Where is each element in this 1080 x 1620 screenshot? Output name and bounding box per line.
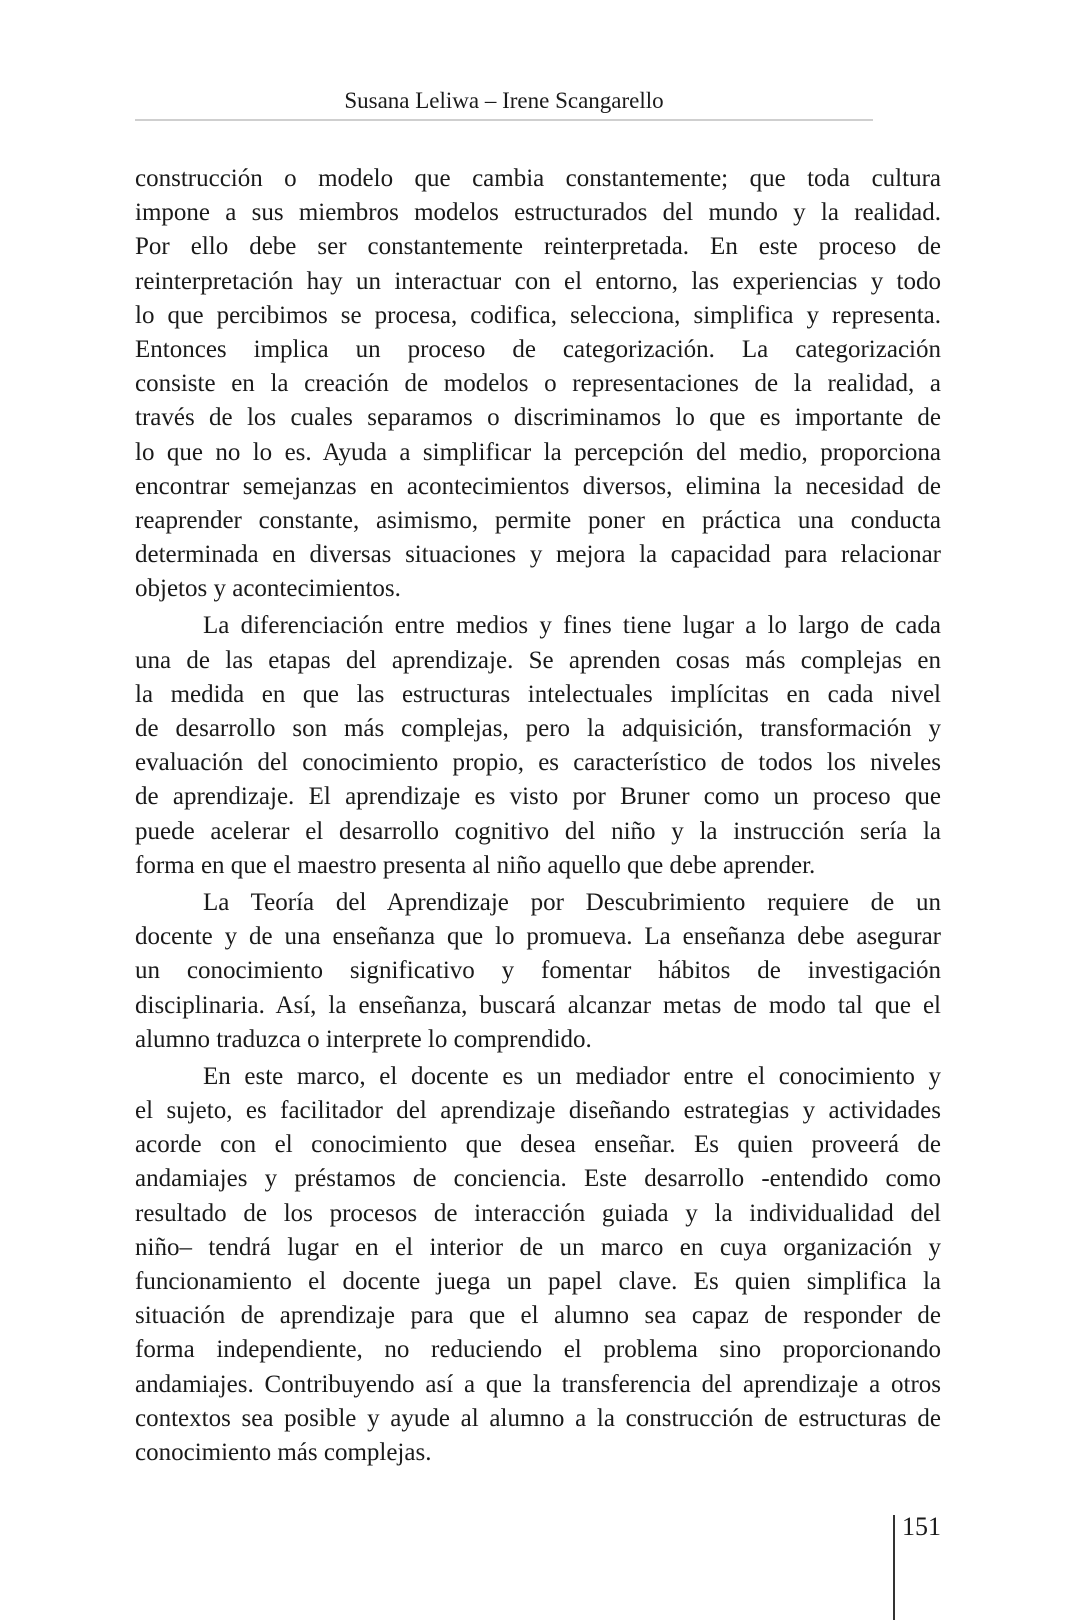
text-line: situación de aprendizaje para que el alumno sea capaz de responder de xyxy=(135,1302,941,1330)
text-line: Entonces implica un proceso de categorización. La categorización xyxy=(135,335,941,363)
text-line: determinada en diversas situaciones y mejora la capacidad para relacionar xyxy=(135,541,941,569)
text-line: de aprendizaje. El aprendizaje es visto por Bruner como un proceso que xyxy=(135,783,941,811)
text-line: consiste en la creación de modelos o representaciones de la realidad, a xyxy=(135,370,941,398)
text-line: la medida en que las estructuras intelectuales implícitas en cada nivel xyxy=(135,680,941,708)
text-line: un conocimiento significativo y fomentar hábitos de investigación xyxy=(135,957,941,985)
text-line: docente y de una enseñanza que lo promueva. La enseñanza debe asegurar xyxy=(135,923,941,951)
text-line: disciplinaria. Así, la enseñanza, buscará alcanzar metas de modo tal que el xyxy=(135,991,941,1019)
paragraph xyxy=(135,886,941,1057)
text-line: reaprender constante, asimismo, permite poner en práctica una conducta xyxy=(135,506,941,534)
text-line: funcionamiento el docente juega un papel clave. Es quien simplifica la xyxy=(135,1268,941,1295)
text-line: evaluación del conocimiento propio, es característico de todos los niveles xyxy=(135,749,941,777)
text-line: de desarrollo son más complejas, pero la adquisición, transformación y xyxy=(135,715,941,742)
paragraph xyxy=(135,1060,941,1470)
text-line: La Teoría del Aprendizaje por Descubrimiento requiere de un xyxy=(203,888,941,916)
text-line: andamiajes. Contribuyendo así a que la transferencia del aprendizaje a otros xyxy=(135,1370,941,1398)
page-number: 151 xyxy=(902,1512,941,1541)
text-line: resultado de los procesos de interacción guiada y la individualidad del xyxy=(135,1199,941,1227)
text-line: andamiajes y préstamos de conciencia. Este desarrollo -entendido como xyxy=(135,1165,941,1193)
text-line: impone a sus miembros modelos estructurados del mundo y la realidad. xyxy=(135,199,941,227)
text-line: alumno traduzca o interprete lo comprendido. xyxy=(135,1025,592,1053)
text-line: construcción o modelo que cambia constantemente; que toda cultura xyxy=(135,165,941,192)
text-line: través de los cuales separamos o discriminamos lo que es importante de xyxy=(135,404,941,432)
paragraph xyxy=(135,162,941,606)
text-line: lo que no lo es. Ayuda a simplificar la percepción del medio, proporciona xyxy=(135,438,941,466)
text-line: lo que percibimos se procesa, codifica, selecciona, simplifica y representa. xyxy=(135,301,941,329)
text-line: forma en que el maestro presenta al niño aquello que debe aprender. xyxy=(135,851,816,879)
text-line: reinterpretación hay un interactuar con el entorno, las experiencias y todo xyxy=(135,267,941,295)
running-header: Susana Leliwa – Irene Scangarello xyxy=(344,88,664,113)
text-line: conocimiento más complejas. xyxy=(135,1438,432,1466)
text-line: objetos y acontecimientos. xyxy=(135,575,401,603)
text-line: puede acelerar el desarrollo cognitivo del niño y la instrucción sería la xyxy=(135,817,941,845)
paragraph xyxy=(135,609,941,883)
text-line: contextos sea posible y ayude al alumno a la construcción de estructuras de xyxy=(135,1404,941,1432)
text-line: encontrar semejanzas en acontecimientos diversos, elimina la necesidad de xyxy=(135,472,941,500)
text-line: En este marco, el docente es un mediador entre el conocimiento y xyxy=(203,1062,941,1090)
header-rule xyxy=(135,119,873,121)
text-line: forma independiente, no reduciendo el problema sino proporcionando xyxy=(135,1336,941,1364)
text-line: una de las etapas del aprendizaje. Se aprenden cosas más complejas en xyxy=(135,646,941,674)
text-line: niño– tendrá lugar en el interior de un marco en cuya organización y xyxy=(135,1233,941,1261)
text-line: el sujeto, es facilitador del aprendizaje diseñando estrategias y actividades xyxy=(135,1097,941,1125)
text-line: La diferenciación entre medios y fines tiene lugar a lo largo de cada xyxy=(203,612,941,640)
body-text xyxy=(135,162,941,1473)
page-number-rule xyxy=(893,1515,895,1620)
text-line: Por ello debe ser constantemente reinterpretada. En este proceso de xyxy=(135,233,941,261)
text-line: acorde con el conocimiento que desea enseñar. Es quien proveerá de xyxy=(135,1131,941,1159)
